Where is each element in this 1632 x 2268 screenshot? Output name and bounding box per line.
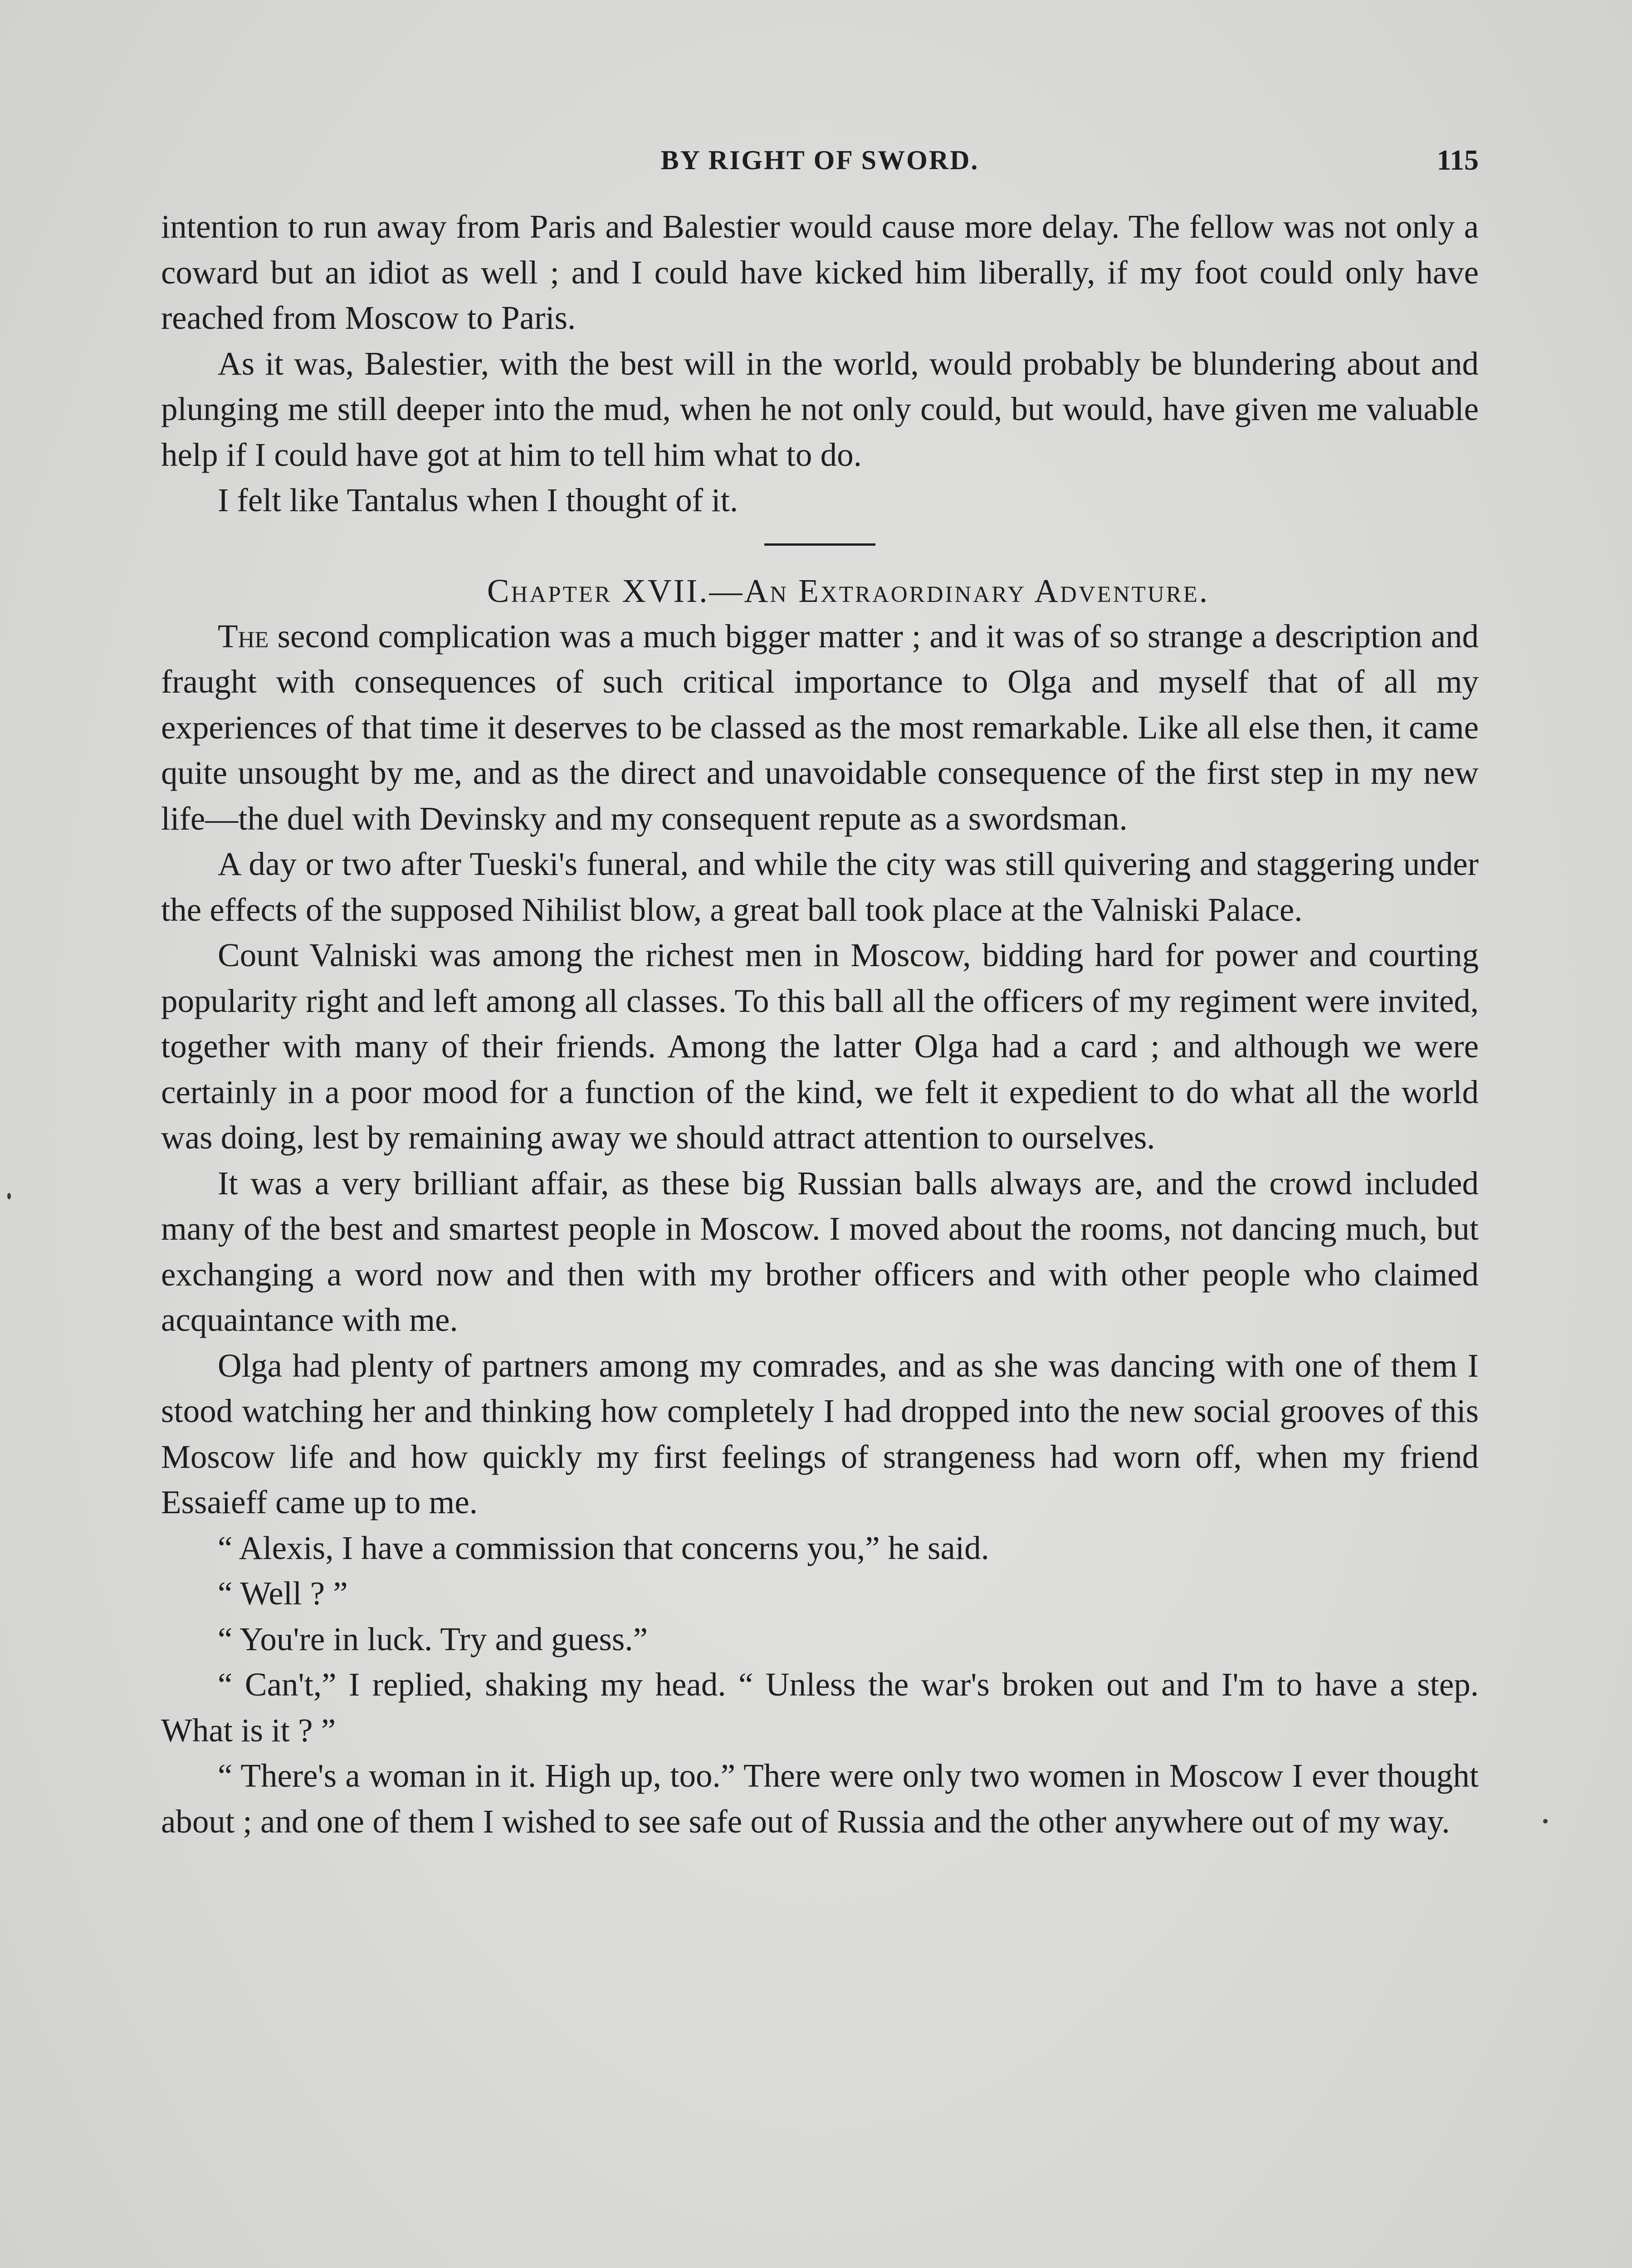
- dialogue-line: “ There's a woman in it. High up, too.” There were only two women in Moscow I ever thought about ; and one of them I wished to see safe out of Russia and the other anywhere out of my way.: [161, 1757, 1479, 1840]
- scan-speck: [1543, 1819, 1548, 1823]
- paragraph: As it was, Balestier, with the best will in the world, would probably be blundering about and plunging me still deeper into the mud, when he not only could, but would, have given me valuable help if I could have got at him to tell him what to do.: [161, 345, 1479, 473]
- dialogue-line: “ Can't,” I replied, shaking my head. “ Unless the war's broken out and I'm to have a step. What is it ? ”: [161, 1666, 1479, 1749]
- paragraph: A day or two after Tueski's funeral, and while the city was still quivering and staggering under the effects of the supposed Nihilist blow, a great ball took place at the Valniski Palace.: [161, 846, 1479, 928]
- section-divider: [764, 543, 875, 546]
- paragraph: It was a very brilliant affair, as these big Russian balls always are, and the crowd included many of the best and smartest people in Moscow. I moved about the rooms, not dancing much, but exchanging a word now and then with my brother officers and with other people who claimed acquaintance with me.: [161, 1164, 1479, 1338]
- paragraph: intention to run away from Paris and Balestier would cause more delay. The fellow was not only a coward but an idiot as well ; and I could have kicked him liberally, if my foot could only have reached from Moscow to Paris.: [161, 208, 1479, 336]
- paragraph: Count Valniski was among the richest men in Moscow, bidding hard for power and courting popularity right and left among all classes. To this ball all the officers of my regiment were invited, together with many of their friends. Among the latter Olga had a card ; and although we were certainly in a poor mood for a function of the kind, we felt it expedient to do what all the world was doing, lest by remaining away we should attract attention to ourselves.: [161, 937, 1479, 1156]
- body-text: [161, 204, 1479, 1844]
- scan-speck: [7, 1193, 11, 1199]
- running-title: BY RIGHT OF SWORD.: [660, 145, 979, 175]
- chapter-heading: Chapter XVII.—An Extraordinary Adventure.: [487, 572, 1210, 609]
- dialogue-line: “ Well ? ”: [218, 1575, 348, 1612]
- running-header: [161, 140, 1479, 181]
- dialogue-line: “ You're in luck. Try and guess.”: [218, 1620, 648, 1657]
- paragraph: Olga had plenty of partners among my comrades, and as she was dancing with one of them I stood watching her and thinking how completely I had dropped into the new social grooves of this Moscow life and how quickly my first feelings of strangeness had worn off, when my friend Essaieff came up to me.: [161, 1347, 1479, 1520]
- page-number: 115: [1437, 144, 1479, 176]
- dialogue-line: “ Alexis, I have a commission that concerns you,” he said.: [218, 1529, 989, 1566]
- paragraph: I felt like Tantalus when I thought of it.: [218, 482, 738, 518]
- chapter-opening-word: The: [218, 617, 269, 655]
- chapter-opening-paragraph: [161, 614, 1479, 842]
- chapter-opening-text: second complication was a much bigger matter ; and it was of so strange a description and fraught with consequences of such critical importance to Olga and myself that of all my experiences of that time it deserves to be classed as the most remarkable. Like all else then, it came quite unsought by me, and as the direct and unavoidable consequence of the first step in my new life—the duel with Devinsky and my consequent repute as a swordsman.: [161, 617, 1479, 837]
